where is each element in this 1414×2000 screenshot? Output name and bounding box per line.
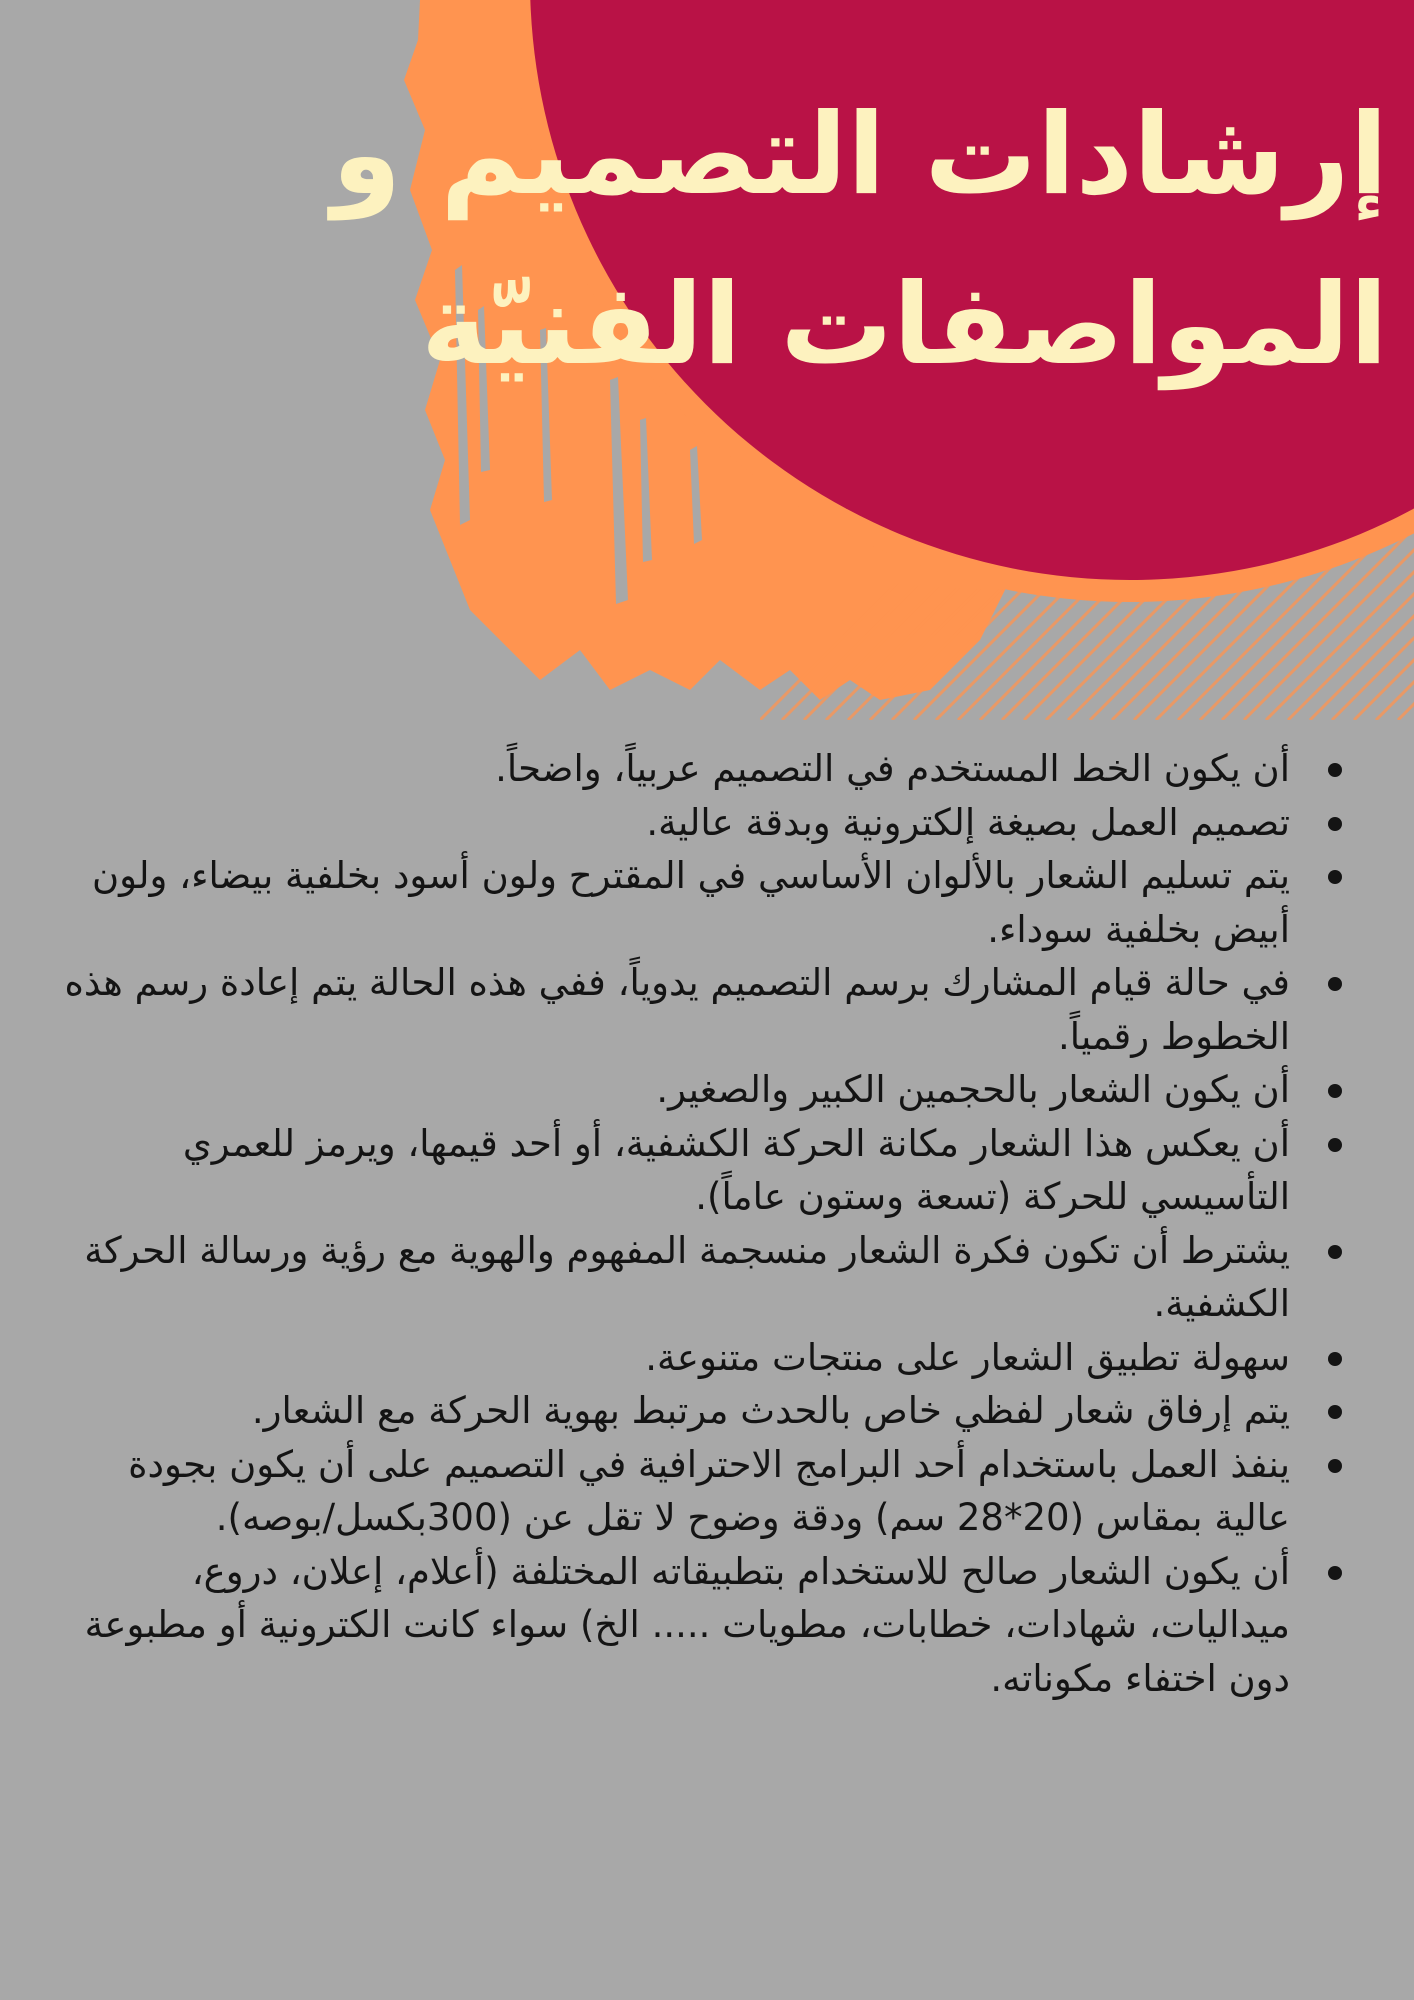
bullet-dot-icon xyxy=(1328,1245,1342,1259)
bullet-dot-icon xyxy=(1328,977,1342,991)
guideline-text: أن يعكس هذا الشعار مكانة الحركة الكشفية، أو أحد قيمها، ويرمز للعمري التأسيسي للحركة (تسعة وستون عاماً). xyxy=(182,1121,1290,1218)
bullet-dot-icon xyxy=(1328,870,1342,884)
guideline-item xyxy=(60,1438,1354,1545)
bullet-dot-icon xyxy=(1328,1459,1342,1473)
bullet-dot-icon xyxy=(1328,763,1342,777)
bullet-dot-icon xyxy=(1328,1084,1342,1098)
guideline-item xyxy=(60,956,1354,1063)
guideline-item xyxy=(60,796,1354,850)
guideline-text: أن يكون الخط المستخدم في التصميم عربياً، واضحاً. xyxy=(495,747,1290,790)
guideline-item xyxy=(60,742,1354,796)
guideline-text: ينفذ العمل باستخدام أحد البرامج الاحترافية في التصميم على أن يكون بجودة عالية بمقاس (20*28 سم) ودقة وضوح لا تقل عن (300بكسل/بوصه). xyxy=(128,1442,1290,1539)
guideline-text: أن يكون الشعار بالحجمين الكبير والصغير. xyxy=(656,1068,1290,1111)
bullet-dot-icon xyxy=(1328,1352,1342,1366)
title-line-2: المواصفات الفنيّة xyxy=(421,260,1388,390)
guideline-item xyxy=(60,1224,1354,1331)
guideline-text: تصميم العمل بصيغة إلكترونية وبدقة عالية. xyxy=(646,800,1290,844)
bullet-dot-icon xyxy=(1328,1405,1342,1419)
guideline-item xyxy=(60,1117,1354,1224)
guidelines-list xyxy=(60,742,1354,1705)
guideline-text: في حالة قيام المشارك برسم التصميم يدوياً، ففي هذه الحالة يتم إعادة رسم هذه الخطوط رقمياً. xyxy=(64,961,1290,1058)
guideline-text: يتم إرفاق شعار لفظي خاص بالحدث مرتبط بهوية الحركة مع الشعار. xyxy=(251,1389,1290,1432)
bullet-dot-icon xyxy=(1328,1566,1342,1580)
bullet-dot-icon xyxy=(1328,1138,1342,1152)
guideline-text: يتم تسليم الشعار بالألوان الأساسي في المقترح ولون أسود بخلفية بيضاء، ولون أبيض بخلفية سوداء. xyxy=(91,854,1290,951)
page-title xyxy=(331,70,1388,410)
guideline-item xyxy=(60,1063,1354,1117)
guideline-item xyxy=(60,1384,1354,1438)
guideline-item xyxy=(60,1331,1354,1385)
guideline-text: أن يكون الشعار صالح للاستخدام بتطبيقاته المختلفة (أعلام، إعلان، دروع، ميداليات، شهادات، خطابات، مطويات ..... الخ) سواء كانت الكترونية أو مطبوعة دون اختفاء مكوناته. xyxy=(84,1549,1290,1700)
guidelines-section xyxy=(60,742,1354,1705)
bullet-dot-icon xyxy=(1328,817,1342,831)
title-line-1: إرشادات التصميم و xyxy=(331,90,1388,220)
guideline-text: سهولة تطبيق الشعار على منتجات متنوعة. xyxy=(645,1335,1290,1379)
guideline-item xyxy=(60,849,1354,956)
guideline-item xyxy=(60,1545,1354,1706)
guideline-text: يشترط أن تكون فكرة الشعار منسجمة المفهوم والهوية مع رؤية ورسالة الحركة الكشفية. xyxy=(84,1228,1290,1325)
